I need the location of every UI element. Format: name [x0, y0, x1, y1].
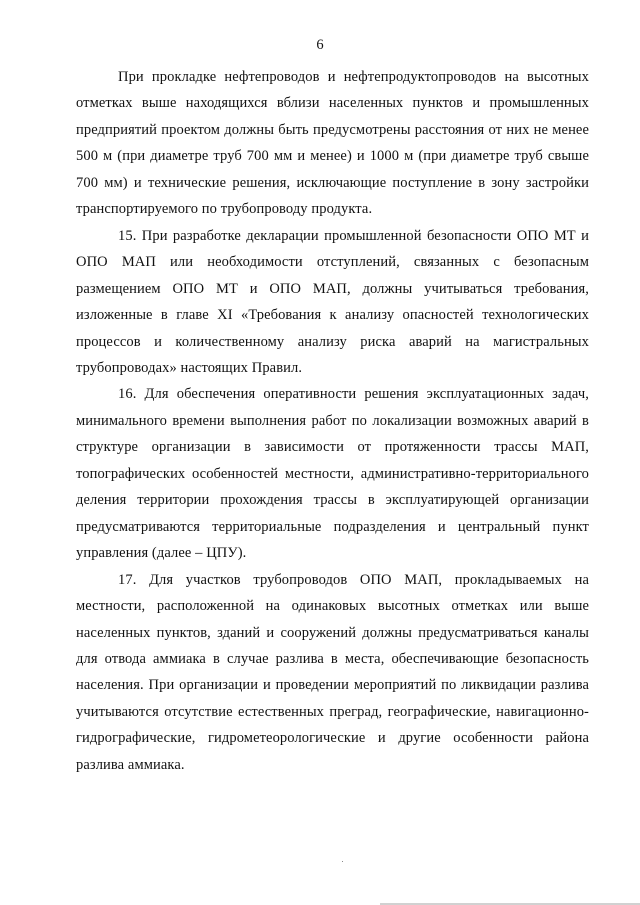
- document-body: [76, 64, 589, 778]
- paragraph-15-safety-declaration: 15. При разработке декларации промышленной безопасности ОПО МТ и ОПО МАП или необходимости отступлений, связанных с безопасным размещением ОПО МТ и ОПО МАП, должны учитываться требования, изложенные в главе XI «Требования к анализу опасностей технологических процессов и количественному анализу риска аварий на магистральных трубопроводах» настоящих Правил.: [76, 227, 589, 376]
- paragraph-16-operational-divisions: 16. Для обеспечения оперативности решения эксплуатационных задач, минимального времени выполнения работ по локализации возможных аварий в структуре организации в зависимости от протяженности трассы МАП, топографических особенностей местности, административно-территориального деления территории прохождения трассы в эксплуатирующей организации предусматриваются территориальные подразделения и центральный пункт управления (далее – ЦПУ).: [76, 386, 589, 562]
- page-number: 6: [316, 37, 324, 53]
- scan-speck: [342, 861, 343, 862]
- paragraph-17-ammonia-channels: 17. Для участков трубопроводов ОПО МАП, прокладываемых на местности, расположенной на одинаковых высотных отметках или выше населенных пунктов, зданий и сооружений должны предусматриваться каналы для отвода аммиака в случае разлива в места, обеспечивающие безопасность населения. При организации и проведении мероприятий по ликвидации разлива учитываются отсутствие естественных преград, географические, навигационно-гидрографические, гидрометеорологические и другие особенности района разлива аммиака.: [76, 571, 589, 773]
- paragraph-pipeline-elevation: При прокладке нефтепроводов и нефтепродуктопроводов на высотных отметках выше находящихся вблизи населенных пунктов и промышленных предприятий проектом должны быть предусмотрены расстояния от них не менее 500 м (при диаметре труб 700 мм и менее) и 1000 м (при диаметре труб свыше 700 мм) и технические решения, исключающие поступление в зону застройки транспортируемого по трубопроводу продукта.: [76, 69, 589, 218]
